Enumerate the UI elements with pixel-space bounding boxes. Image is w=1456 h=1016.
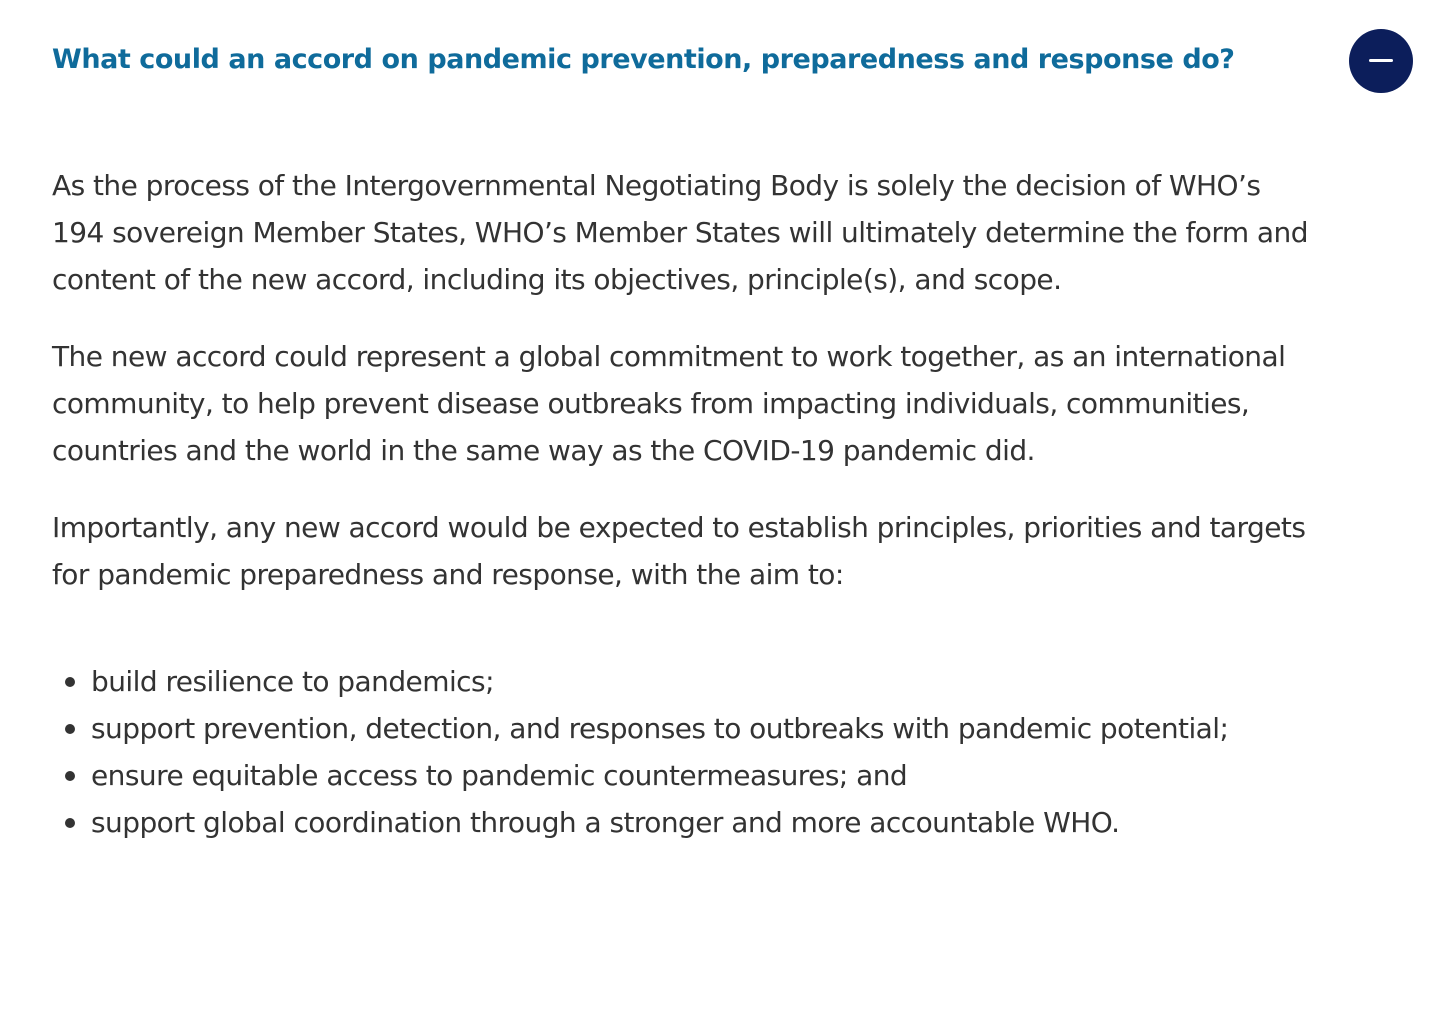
paragraph-member-states: As the process of the Intergovernmental Negotiating Body is solely the decision of WHO’s 194 sovereign Member States, WHO’s Member States will ultimately determine the form and content of the new accord, including its objectives, principle(s), and scope. <box>52 169 1308 296</box>
list-item <box>91 658 1312 705</box>
collapse-button[interactable] <box>1349 29 1413 93</box>
list-item-text: ensure equitable access to pandemic countermeasures; and <box>91 759 908 792</box>
bullet-icon <box>65 677 75 687</box>
aims-list <box>52 658 1312 846</box>
accordion-body <box>52 162 1312 846</box>
bullet-icon <box>65 724 75 734</box>
list-item-text: support prevention, detection, and responses to outbreaks with pandemic potential; <box>91 712 1229 745</box>
minus-icon <box>1369 59 1393 62</box>
list-item-text: build resilience to pandemics; <box>91 665 494 698</box>
paragraph-global-commitment: The new accord could represent a global commitment to work together, as an international community, to help prevent disease outbreaks from impacting individuals, communities, countries and the world in the same way as the COVID-19 pandemic did. <box>52 340 1286 467</box>
list-item-text: support global coordination through a stronger and more accountable WHO. <box>91 806 1120 839</box>
bullet-icon <box>65 771 75 781</box>
list-item <box>91 705 1312 752</box>
bullet-icon <box>65 818 75 828</box>
list-item <box>91 752 1312 799</box>
accordion-title[interactable]: What could an accord on pandemic prevention, preparedness and response do? <box>52 44 1235 75</box>
paragraph-aims-intro: Importantly, any new accord would be expected to establish principles, priorities and targets for pandemic preparedness and response, with the aim to: <box>52 511 1306 591</box>
list-item <box>91 799 1312 846</box>
accordion-header[interactable] <box>52 26 1432 94</box>
